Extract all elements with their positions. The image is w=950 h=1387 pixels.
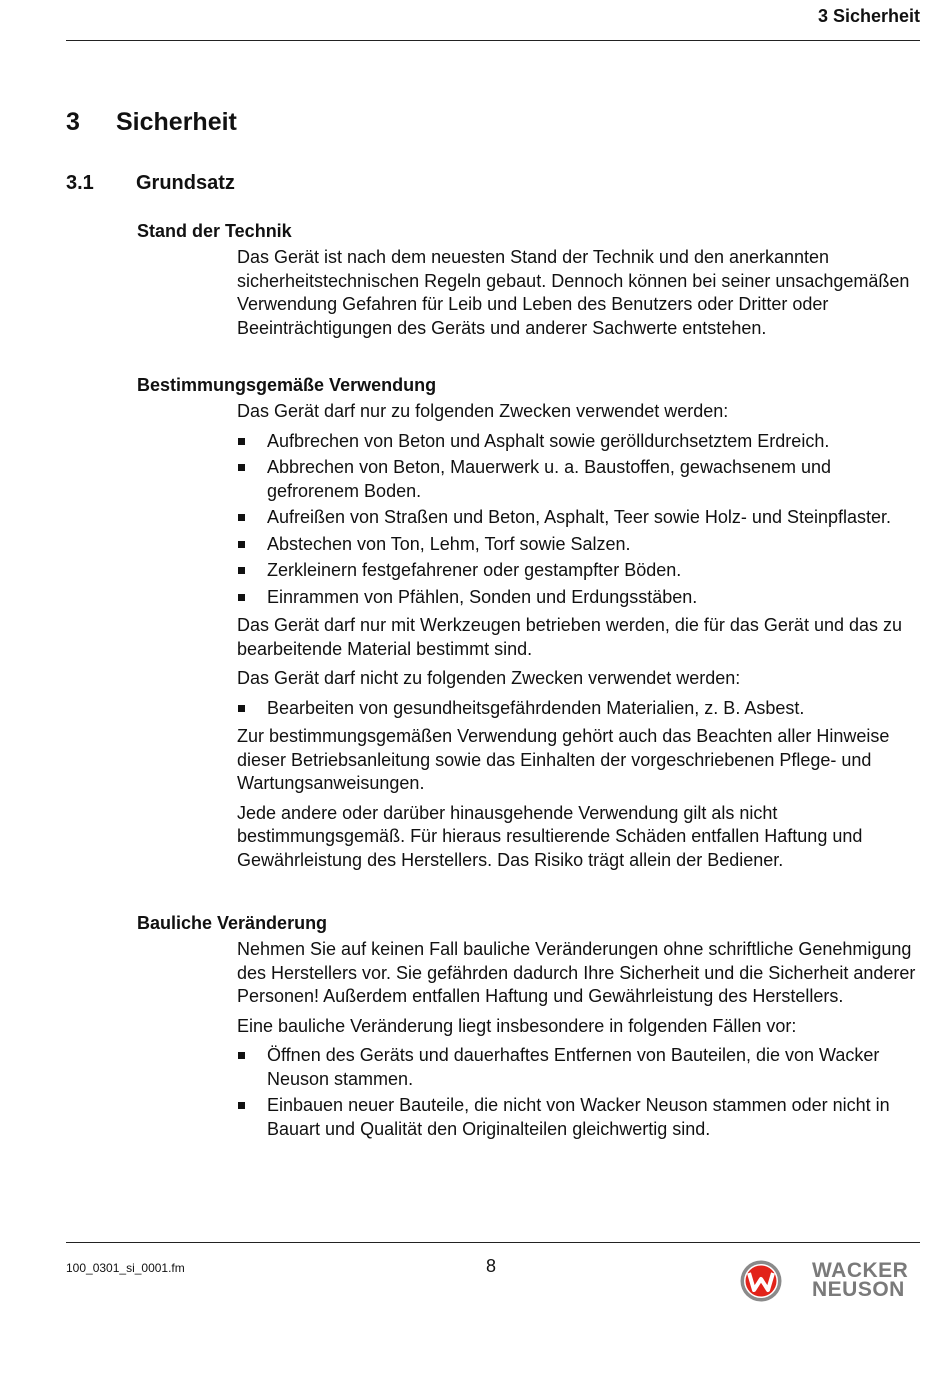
square-bullet-icon — [238, 464, 245, 471]
square-bullet-icon — [238, 1102, 245, 1109]
tools-text: Das Gerät darf nur mit Werkzeugen betrieben werden, die für das Gerät und das zu bearbeitende Material bestimmt sind. — [237, 615, 903, 659]
stand-der-technik-block — [237, 246, 919, 340]
logo-line-1: WACKER — [812, 1259, 909, 1282]
square-bullet-icon — [238, 705, 245, 712]
bauliche-block — [237, 938, 919, 1141]
list-item: Bearbeiten von gesundheitsgefährdenden Materialien, z. B. Asbest. — [237, 697, 919, 721]
square-bullet-icon — [238, 594, 245, 601]
logo-line-2: NEUSON — [812, 1278, 905, 1301]
chapter-heading — [66, 108, 237, 137]
square-bullet-icon — [238, 438, 245, 445]
section-number: 3.1 — [66, 172, 94, 194]
running-header: 3 Sicherheit — [817, 6, 920, 26]
section-heading — [66, 172, 235, 195]
square-bullet-icon — [238, 1052, 245, 1059]
footer-rule — [66, 1242, 920, 1243]
includes-text: Zur bestimmungsgemäßen Verwendung gehört auch das Beachten aller Hinweise dieser Betriebsanleitung sowie das Einhalten der vorgeschriebenen Pflege- und Wartungsanweisungen. — [237, 726, 890, 793]
wacker-neuson-w-icon — [739, 1259, 783, 1303]
square-bullet-icon — [238, 514, 245, 521]
purpose-list — [237, 430, 919, 610]
subheading-stand-der-technik: Stand der Technik — [137, 221, 292, 241]
list-item: Zerkleinern festgefahrener oder gestampfter Böden. — [237, 559, 919, 583]
header-rule — [66, 40, 920, 41]
footer-file-name: 100_0301_si_0001.fm — [66, 1261, 185, 1275]
verwendung-intro: Das Gerät darf nur zu folgenden Zwecken verwendet werden: — [237, 401, 729, 421]
other-use-text: Jede andere oder darüber hinausgehende Verwendung gilt als nicht bestimmungsgemäß. Für hieraus resultierende Schäden entfallen Haftung und Gewährleistung des Herstellers. Das Risiko trägt allein der Bediener. — [237, 802, 863, 870]
list-item: Öffnen des Geräts und dauerhaftes Entfernen von Bauteilen, die von Wacker Neuson stammen. — [237, 1044, 919, 1091]
bauliche-cases-list — [237, 1044, 919, 1141]
list-item: Aufreißen von Straßen und Beton, Asphalt, Teer sowie Holz- und Steinpflaster. — [237, 506, 919, 530]
page-content — [137, 218, 922, 1146]
list-item: Abbrechen von Beton, Mauerwerk u. a. Baustoffen, gewachsenem und gefrorenem Boden. — [237, 456, 919, 503]
list-item: Einbauen neuer Bauteile, die nicht von Wacker Neuson stammen oder nicht in Bauart und Qualität den Originalteilen gleichwertig sind. — [237, 1094, 919, 1141]
list-item: Abstechen von Ton, Lehm, Torf sowie Salzen. — [237, 533, 919, 557]
square-bullet-icon — [238, 567, 245, 574]
not-purposes-intro: Das Gerät darf nicht zu folgenden Zwecken verwendet werden: — [237, 668, 741, 688]
section-title: Grundsatz — [136, 172, 235, 194]
verwendung-block — [237, 400, 919, 872]
not-purpose-list — [237, 697, 919, 721]
subheading-bauliche-veraenderung: Bauliche Veränderung — [137, 913, 328, 933]
chapter-title: Sicherheit — [116, 108, 237, 136]
bauliche-text: Nehmen Sie auf keinen Fall bauliche Veränderungen ohne schriftliche Genehmigung des Herstellers vor. Sie gefährden dadurch Ihre Sicherheit und die Sicherheit anderer Personen! Außerdem entfallen Haftung und Gewährleistung des Herstellers. — [237, 939, 916, 1006]
stand-der-technik-text: Das Gerät ist nach dem neuesten Stand der Technik und den anerkannten sicherheitstechnischen Regeln gebaut. Dennoch können bei seiner unsachgemäßen Verwendung Gefahren für Leib und Leben des Benutzers oder Dritter oder Beeinträchtigungen des Geräts und anderer Sachwerte entstehen. — [237, 247, 910, 338]
chapter-number: 3 — [66, 108, 80, 136]
list-item: Aufbrechen von Beton und Asphalt sowie gerölldurchsetztem Erdreich. — [237, 430, 919, 454]
list-item: Einrammen von Pfählen, Sonden und Erdungsstäben. — [237, 586, 919, 610]
subheading-verwendung: Bestimmungsgemäße Verwendung — [137, 375, 437, 395]
page-number: 8 — [486, 1256, 497, 1276]
square-bullet-icon — [238, 541, 245, 548]
bauliche-intro: Eine bauliche Veränderung liegt insbesondere in folgenden Fällen vor: — [237, 1015, 797, 1036]
brand-logo-text — [812, 1261, 908, 1299]
